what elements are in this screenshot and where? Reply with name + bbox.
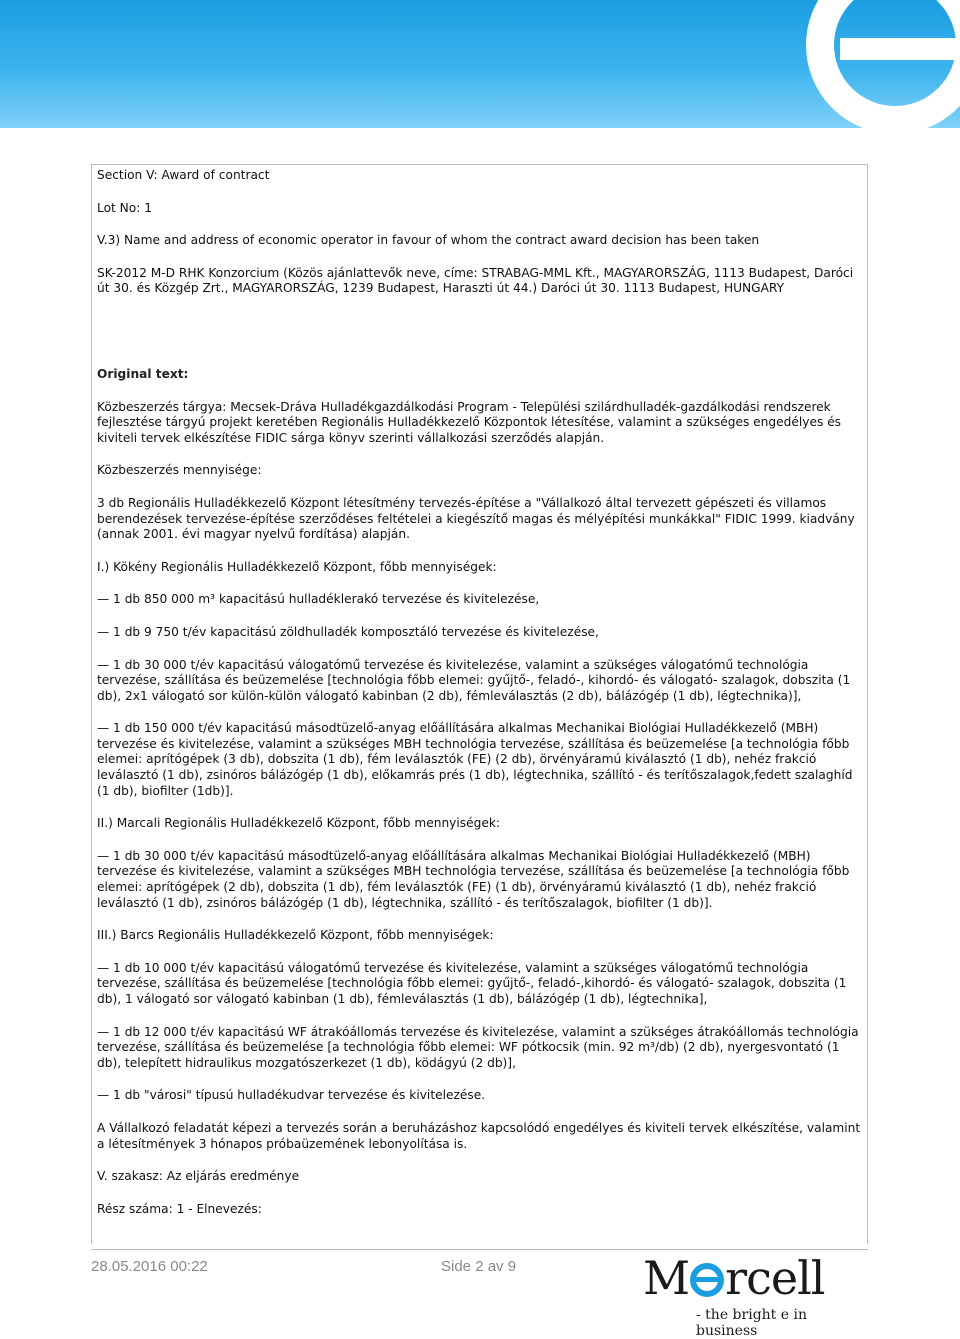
logo-tagline: - the bright e in business	[696, 1307, 807, 1339]
section-title: Section V: Award of contract	[97, 168, 270, 182]
original-text-label: Original text:	[97, 366, 189, 381]
footer-page-number: Side 2 av 9	[441, 1258, 517, 1275]
kokeny-heading: I.) Kökény Regionális Hulladékkezelő Központ, főbb mennyiségek:	[97, 559, 497, 574]
list-item: — 1 db 30 000 t/év kapacitású válogatómű tervezése és kivitelezése, valamint a szükséges válogatómű technológia tervezése, szállítása és beüzemelése [technológia főbb elemei: gyűjtő-, feladó-, kihordó- és válogató- szalagok, dobszita (1 db), 2x1 válogató sor külön-külön válogató kabinban (2 db), fémleválasztás (2 db), bálázógép (1 db), légtechnika)],	[97, 657, 851, 703]
list-item: — 1 db 30 000 t/év kapacitású másodtüzelő-anyag előállítására alkalmas Mechanikai Biológiai Hulladékkezelő (MBH) tervezése és kivitelezése, valamint a szükséges MBH technológia tervezése, szállítása és beüzemelése [a technológia főbb elemei: aprítógépek (2 db), dobszita (1 db), fém leválasztók (FE) (1 db), örvényáramú kiválasztó (1 db), nehéz frakció leválasztó (1 db), zsinóros bálázógép (1 db), légtechnika, szállító - és terítőszalagok, biofilter (1 db)].	[97, 848, 850, 910]
section-v-hu: V. szakasz: Az eljárás eredménye	[97, 1169, 300, 1184]
list-item: — 1 db 850 000 m³ kapacitású hulladéklerakó tervezése és kivitelezése,	[97, 592, 540, 607]
lot-number: Lot No: 1	[97, 200, 152, 215]
footer-date: 28.05.2016 00:22	[91, 1258, 208, 1275]
economic-operator: SK-2012 M-D RHK Konzorcium (Közös ajánlattevők neve, címe: STRABAG-MML Kft., MAGYARORSZÁG, 1113 Budapest, Daróci út 30. és Közgép Zrt., MAGYARORSZÁG, 1239 Budapest, Haraszti út 44.) Daróci út 30. 1113 Budapest, HUNGARY	[97, 265, 854, 296]
logo-e-icon	[690, 1263, 724, 1297]
part-number: Rész száma: 1 - Elnevezés:	[97, 1201, 262, 1216]
marcell-logo	[640, 1251, 870, 1339]
logo-e-icon	[700, 0, 960, 128]
list-item: — 1 db 9 750 t/év kapacitású zöldhulladék komposztáló tervezése és kivitelezése,	[97, 624, 599, 639]
quantity-text: 3 db Regionális Hulladékkezelő Központ létesítmény tervezés-építése a "Vállalkozó által tervezett gépészeti és villamos berendezések tervezése-építése szerződéses feltételei a kiegészítő magas és mélyépítési munkákkal" FIDIC 1999. kiadvány (annak 2001. évi magyar nyelvű fordítása) alapján.	[97, 495, 855, 542]
list-item: — 1 db 12 000 t/év kapacitású WF átrakóállomás tervezése és kivitelezése, valamint a szükséges átrakóállomás technológia tervezése, szállítása és beüzemelése [a technológia főbb elemei: WF pótkocsik (min. 92 m³/db) (2 db), nyergesvontató (1 db), telepített hidraulikus mozgatószerkezet (1 db), ködágyú (2 db)],	[97, 1024, 859, 1070]
barcs-heading: III.) Barcs Regionális Hulladékkezelő Központ, főbb mennyiségek:	[97, 928, 494, 943]
closing-paragraph: A Vállalkozó feladatát képezi a tervezés során a beruházáshoz kapcsolódó engedélyes és kiviteli tervek elkészítése, valamint a létesítmények 3 hónapos próbaüzemének lebonyolítása is.	[97, 1120, 861, 1151]
quantity-label: Közbeszerzés mennyisége:	[97, 463, 262, 478]
list-item: — 1 db "városi" típusú hulladékudvar tervezése és kivitelezése.	[97, 1088, 486, 1103]
logo-wordmark: M rcell	[643, 1251, 825, 1305]
document-body	[97, 168, 865, 1234]
list-item: — 1 db 10 000 t/év kapacitású válogatómű tervezése és kivitelezése, valamint a szükséges válogatómű technológia tervezése, szállítása és beüzemelése [technológia főbb elemei: gyűjtő-, feladó-,kihordó- és válogató- szalagok, dobszita (1 db), 1 válogató sor válogató kabinban (1 db), fémleválasztás (1 db), bálázógép (1 db), légtechnika],	[97, 960, 847, 1006]
procurement-subject: Közbeszerzés tárgya: Mecsek-Dráva Hulladékgazdálkodási Program - Települési szilárdhulladék-gazdálkodási rendszerek fejlesztése tárgyú projekt keretében Regionális Hulladékkezelő Központok létesítése, valamint a szükséges engedélyes és kiviteli tervek elkészítése FIDIC sárga könyv szerinti vállalkozási szerződés alapján.	[97, 399, 842, 445]
marcali-heading: II.) Marcali Regionális Hulladékkezelő Központ, főbb mennyiségek:	[97, 816, 501, 831]
footer-divider	[91, 1249, 868, 1250]
v3-heading: V.3) Name and address of economic operator in favour of whom the contract award decision has been taken	[97, 233, 760, 248]
header-banner	[0, 0, 960, 128]
list-item: — 1 db 150 000 t/év kapacitású másodtüzelő-anyag előállítására alkalmas Mechanikai Biológiai Hulladékkezelő (MBH) tervezése és kivitelezése, valamint a szükséges MBH technológia tervezése, szállítása és beüzemelése [a technológia főbb elemei: aprítógépek (3 db), dobszita (1 db), fém leválasztók (FE) (2 db), örvényáramú kiválasztó (1 db), nehéz frakció leválasztó (1 db), zsinóros bálázógép (1 db), előkamrás prés (1 db), légtechnika, szállító - és terítőszalagok,fedett szalaghíd (1 db), biofilter (1db)].	[97, 721, 853, 798]
